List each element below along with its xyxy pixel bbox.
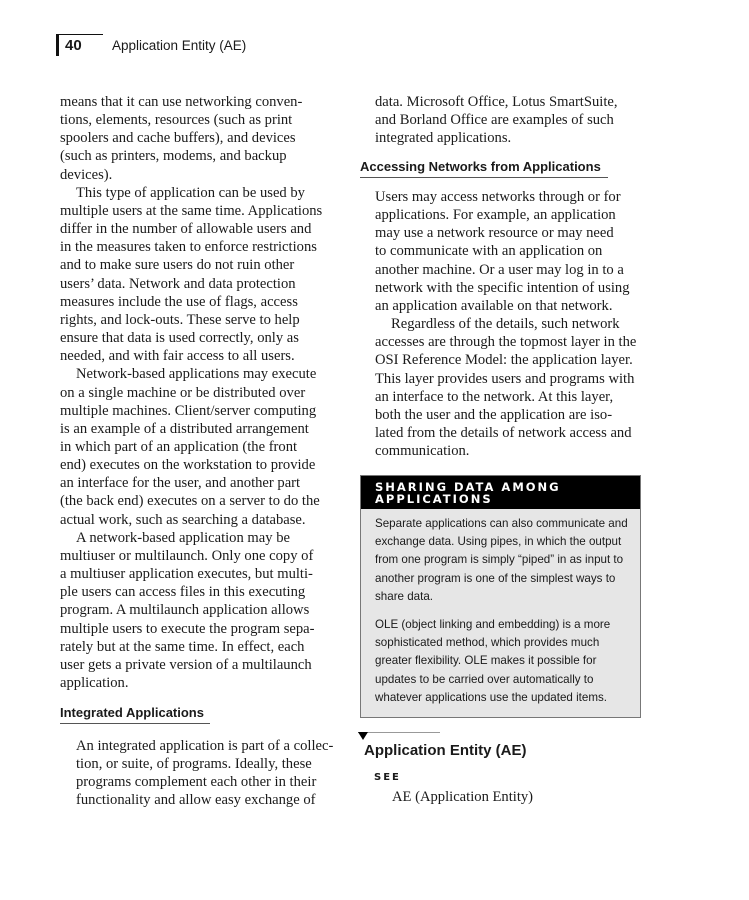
text-line: Users may access networks through or for [375, 189, 621, 205]
text-line: share data. [375, 589, 434, 603]
sidebar-box-title [361, 476, 640, 509]
text-line: (the back end) executes on a server to do the [60, 493, 320, 510]
text-line: from one program is simply “piped” in as input to [375, 553, 624, 567]
text-line: in the measures taken to enforce restrictions [60, 239, 317, 256]
text-line: A network-based application may be [76, 529, 290, 546]
text-line: may use a network resource or may need [375, 225, 614, 242]
text-line: network with the specific intention of using [375, 279, 630, 296]
text-line: data. Microsoft Office, Lotus SmartSuite, [375, 94, 618, 110]
right-column-body-2 [375, 188, 645, 460]
text-line: is an example of a distributed arrangement [60, 420, 309, 437]
sidebar-title-line: SHARING DATA AMONG [375, 480, 561, 494]
text-line: OSI Reference Model: the application layer. [375, 352, 633, 369]
text-line: another machine. Or a user may log in to a [375, 261, 624, 278]
text-line: users’ data. Network and data protection [60, 275, 296, 292]
text-line: rights, and lock-outs. These serve to help [60, 311, 300, 328]
see-reference: AE (Application Entity) [392, 789, 534, 805]
text-line: program. A multilaunch application allows [60, 602, 310, 619]
header-rule [56, 34, 103, 35]
sidebar-paragraph [375, 616, 626, 707]
running-title: Application Entity (AE) [112, 38, 247, 53]
entry-rule [358, 732, 440, 733]
text-line: ensure that data is used correctly, only as [60, 330, 299, 347]
text-line: means that it can use networking conven- [60, 94, 303, 110]
text-line: and Borland Office are examples of such [375, 112, 614, 129]
text-line: both the user and the application are iso- [375, 406, 613, 423]
text-line: end) executes on the workstation to provide [60, 457, 316, 474]
text-line: and to make sure users do not ruin other [60, 257, 295, 274]
text-line: OLE (object linking and embedding) is a more [375, 618, 611, 632]
left-column-body [60, 93, 345, 692]
page-number: 40 [65, 37, 82, 54]
text-line: An integrated application is part of a collec- [76, 738, 334, 754]
text-line: tions, elements, resources (such as print [60, 112, 293, 129]
text-line: exchange data. Using pipes, in which the output [375, 535, 622, 549]
text-line: Separate applications can also communicate and [375, 517, 628, 530]
text-line: integrated applications. [375, 130, 512, 147]
text-line: to communicate with an application on [375, 243, 603, 260]
text-line: multiuser or multilaunch. Only one copy of [60, 547, 314, 564]
text-line: (such as printers, modems, and backup [60, 148, 287, 165]
text-line: multiple machines. Client/server computing [60, 402, 317, 419]
text-line: This type of application can be used by [76, 184, 305, 201]
sidebar-paragraph [375, 515, 626, 606]
text-line: This layer provides users and programs with [375, 370, 635, 387]
text-line: spoolers and cache buffers), and devices [60, 130, 296, 147]
section-heading-integrated-applications: Integrated Applications [60, 705, 210, 724]
text-line: tion, or suite, of programs. Ideally, these [76, 756, 312, 773]
text-line: an interface for the user, and another part [60, 475, 301, 492]
text-line: devices). [60, 166, 113, 183]
text-line: sophisticated method, which provides much [375, 636, 600, 650]
text-line: ple users can access files in this executing [60, 584, 306, 601]
text-line: multiple users to execute the program sepa- [60, 620, 315, 637]
text-line: needed, and with fair access to all users. [60, 348, 295, 365]
text-line: multiple users at the same time. Applications [60, 202, 323, 219]
text-line: communication. [375, 443, 470, 460]
text-line: applications. For example, an application [375, 207, 616, 224]
text-line: greater flexibility. OLE makes it possible for [375, 654, 597, 668]
entry-title: Application Entity (AE) [364, 742, 527, 759]
text-line: Network-based applications may execute [76, 366, 317, 383]
sidebar-box [360, 475, 641, 718]
text-line: Regardless of the details, such network [391, 316, 620, 333]
text-line: differ in the number of allowable users and [60, 221, 312, 238]
text-line: an interface to the network. At this layer, [375, 388, 614, 405]
sidebar-box-body [361, 509, 640, 707]
text-line: application. [60, 675, 129, 691]
left-column-body-2 [76, 737, 346, 810]
text-line: actual work, such as searching a database. [60, 511, 306, 528]
text-line: measures include the use of flags, access [60, 293, 298, 310]
text-line: an application available on that network. [375, 297, 613, 314]
text-line: a multiuser application executes, but multi- [60, 566, 313, 583]
text-line: user gets a private version of a multilaunch [60, 656, 312, 673]
text-line: programs complement each other in their [76, 774, 317, 791]
right-column-body [375, 93, 645, 147]
sidebar-title-line: APPLICATIONS [375, 492, 493, 506]
text-line: functionality and allow easy exchange of [76, 792, 316, 809]
header-bar [56, 34, 59, 56]
text-line: accesses are through the topmost layer in the [375, 334, 637, 351]
see-label: SEE [374, 772, 401, 783]
text-line: rately but at the same time. In effect, each [60, 638, 305, 655]
text-line: another program is one of the simplest ways to [375, 571, 616, 585]
text-line: in which part of an application (the front [60, 438, 298, 455]
triangle-marker-icon [358, 732, 368, 740]
text-line: lated from the details of network access and [375, 425, 632, 442]
section-heading-accessing-networks: Accessing Networks from Applications [360, 159, 608, 178]
text-line: whatever applications use the updated items. [375, 690, 608, 704]
text-line: updates to be carried over automatically to [375, 672, 594, 686]
text-line: on a single machine or be distributed over [60, 384, 306, 401]
